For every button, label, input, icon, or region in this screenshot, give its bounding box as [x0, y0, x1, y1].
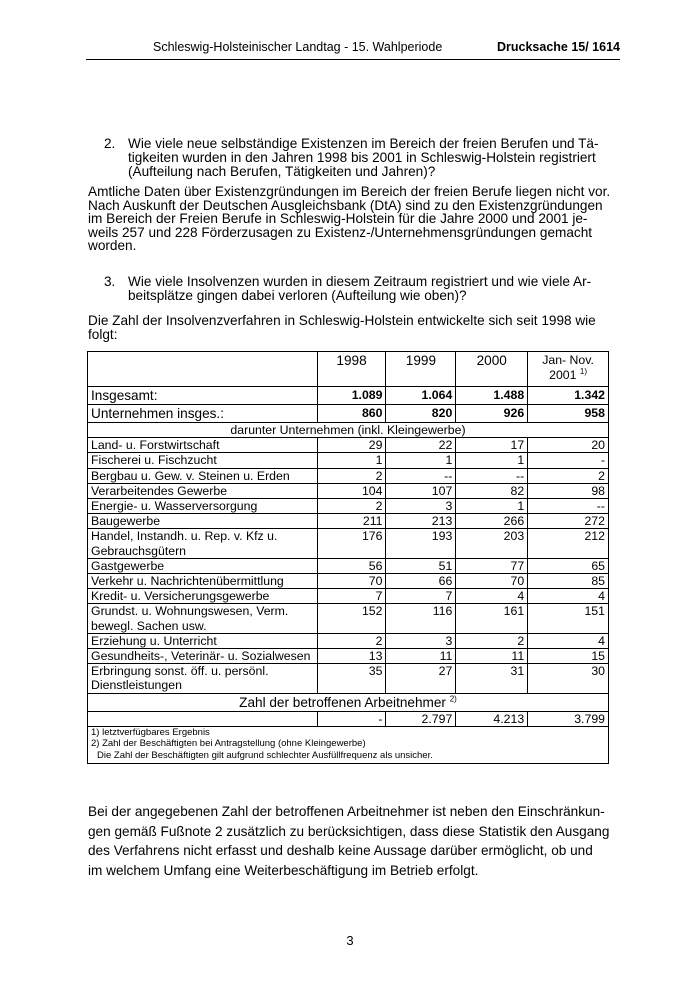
table-row — [88, 589, 609, 604]
row-label: Kredit- u. Versicherungsgewerbe — [88, 589, 318, 604]
cell-value: 70 — [456, 574, 528, 589]
footnote-2: 2) Zahl der Beschäftigten bei Antragstellung (ohne Kleingewerbe) — [91, 738, 366, 750]
row-label: Gastgewerbe — [88, 558, 318, 573]
table-row — [88, 664, 609, 693]
cell-value: 56 — [317, 558, 386, 573]
question-3-line: beitsplätze gingen dabei verloren (Aufteilung wie oben)? — [128, 288, 467, 303]
row-label — [88, 604, 318, 633]
cell-value: 116 — [386, 604, 456, 633]
table-row — [88, 453, 609, 468]
cell-value: 272 — [528, 514, 609, 529]
table-header-row — [88, 352, 609, 387]
cell-value: 104 — [317, 483, 386, 498]
header-title: Schleswig-Holsteinischer Landtag - 15. Wahlperiode — [153, 40, 443, 54]
table-corner-cell — [88, 352, 318, 387]
cell-value: 1.064 — [386, 387, 456, 405]
table-row — [88, 468, 609, 483]
cell-value: 152 — [317, 604, 386, 633]
cell-value: 3 — [386, 633, 456, 648]
footnote-ref-2: 2) — [449, 694, 457, 704]
answer-2-line: im Bereich der Freien Berufe in Schleswig-Holstein für die Jahre 2000 und 2001 je- — [88, 211, 588, 226]
cell-value: 77 — [456, 558, 528, 573]
table-row — [88, 558, 609, 573]
table-row-insgesamt — [88, 387, 609, 405]
cell-value: 1.089 — [317, 387, 386, 405]
cell-value: 3 — [386, 499, 456, 514]
col-header-2001 — [528, 352, 609, 387]
cell-value: 1 — [456, 453, 528, 468]
cell-value: - — [528, 453, 609, 468]
answer-2-line: worden. — [88, 238, 137, 253]
table-row-unternehmen — [88, 405, 609, 423]
cell-value: 266 — [456, 514, 528, 529]
cell-value: 820 — [386, 405, 456, 423]
cell-value: 2 — [317, 499, 386, 514]
col-header-2000: 2000 — [456, 352, 528, 387]
cell-value: 2 — [317, 633, 386, 648]
footnote-1: 1) letztverfügbares Ergebnis — [91, 726, 210, 738]
insolvency-table — [87, 351, 609, 764]
cell-value: 27 — [386, 664, 456, 693]
table-section-row — [88, 423, 609, 438]
cell-value: 1 — [317, 453, 386, 468]
cell-value: 926 — [456, 405, 528, 423]
cell-value: 212 — [528, 529, 609, 558]
row-label: Gesundheits-, Veterinär- u. Sozialwesen — [88, 649, 318, 664]
cell-value: 66 — [386, 574, 456, 589]
table-workers-header-row — [88, 693, 609, 711]
cell-value: -- — [528, 499, 609, 514]
cell-value: 211 — [317, 514, 386, 529]
row-label-line: bewegl. Sachen usw. — [91, 618, 207, 633]
row-label: Insgesamt: — [88, 387, 318, 405]
row-label-line: Gebrauchsgütern — [91, 543, 187, 558]
cell-value: 15 — [528, 649, 609, 664]
cell-value: 31 — [456, 664, 528, 693]
cell-value: 65 — [528, 558, 609, 573]
row-label — [88, 529, 318, 558]
cell-value: 29 — [317, 438, 386, 453]
table-row — [88, 633, 609, 648]
page-header — [0, 40, 700, 60]
final-paragraph-line: im welchem Umfang eine Weiterbeschäftigung im Betrieb erfolgt. — [88, 862, 479, 878]
row-label: Land- u. Forstwirtschaft — [88, 438, 318, 453]
final-paragraph — [88, 802, 618, 880]
cell-value: 82 — [456, 483, 528, 498]
footnote-ref-1: 1) — [579, 366, 588, 376]
table-row — [88, 499, 609, 514]
row-label-line: Erbringung sonst. öff. u. persönl. — [91, 664, 269, 679]
row-label — [88, 664, 318, 693]
answer-2-line: weils 257 und 228 Förderzusagen zu Existenz-/Unternehmensgründungen gemacht — [88, 224, 593, 240]
cell-value: 17 — [456, 438, 528, 453]
answer-2 — [88, 185, 618, 253]
col-header-2001-line2: 2001 $^{1)}$ — [549, 366, 588, 382]
answer-2-line: Nach Auskunft der Deutschen Ausgleichsbank (DtA) sind zu den Existenzgründungen — [88, 197, 603, 213]
cell-value: 11 — [386, 649, 456, 664]
footnote-2-remark: Die Zahl der Beschäftigten gilt aufgrund schlechter Ausfüllfrequenz als unsicher. — [97, 749, 433, 761]
table-row — [88, 438, 609, 453]
question-2-line: (Aufteilung nach Berufen, Tätigkeiten und Jahren)? — [128, 164, 436, 179]
cell-value: -- — [456, 468, 528, 483]
final-paragraph-line: gen gemäß Fußnote 2 zusätzlich zu berücksichtigen, dass diese Statistik den Ausgang — [88, 823, 610, 839]
cell-value: 4 — [528, 633, 609, 648]
header-rule — [86, 59, 620, 60]
cell-value: 51 — [386, 558, 456, 573]
cell-value: 20 — [528, 438, 609, 453]
cell-value: 860 — [317, 405, 386, 423]
col-header-2001-line1: Jan- Nov. — [542, 353, 594, 367]
cell-value: 4 — [528, 589, 609, 604]
cell-value: 13 — [317, 649, 386, 664]
question-2 — [88, 137, 618, 179]
row-label: Bergbau u. Gew. v. Steinen u. Erden — [88, 468, 318, 483]
table-row — [88, 649, 609, 664]
answer-2-line: Amtliche Daten über Existenzgründungen im Bereich der freien Berufe liegen nicht vor. — [88, 184, 611, 199]
cell-value: 2 — [528, 468, 609, 483]
row-label-line: Dienstleistungen — [91, 678, 182, 693]
page-number: 3 — [346, 933, 354, 948]
cell-value: 11 — [456, 649, 528, 664]
row-label: Verkehr u. Nachrichtenübermittlung — [88, 574, 318, 589]
cell-value: 4 — [456, 589, 528, 604]
table-row — [88, 574, 609, 589]
answer-3-intro — [88, 314, 618, 341]
question-3-line: Wie viele Insolvenzen wurden in diesem Zeitraum registriert und wie viele Ar- — [128, 274, 592, 289]
header-document-number: Drucksache 15/ 1614 — [496, 40, 620, 54]
cell-value: 85 — [528, 574, 609, 589]
row-label: Unternehmen insges.: — [88, 405, 318, 423]
final-paragraph-line: des Verfahrens nicht erfasst und deshalb keine Aussage darüber ermöglicht, ob und — [88, 843, 593, 858]
row-label: Verarbeitendes Gewerbe — [88, 483, 318, 498]
cell-value: 107 — [386, 483, 456, 498]
cell-value: 2 — [317, 468, 386, 483]
col-header-1999: 1999 — [386, 352, 456, 387]
table-row — [88, 483, 609, 498]
answer-3-intro-line: folgt: — [88, 326, 118, 342]
table-row — [88, 604, 609, 633]
section-label: darunter Unternehmen (inkl. Kleingewerbe) — [88, 423, 609, 438]
cell-value: 203 — [456, 529, 528, 558]
row-label-line: Grundst. u. Wohnungswesen, Verm. — [91, 604, 289, 619]
cell-value: 7 — [386, 589, 456, 604]
question-3 — [88, 275, 618, 303]
row-label: Erziehung u. Unterricht — [88, 633, 318, 648]
cell-value: 70 — [317, 574, 386, 589]
cell-value: 176 — [317, 529, 386, 558]
cell-value: 2.797 — [386, 711, 456, 726]
cell-value: 3.799 — [528, 711, 609, 726]
table-workers-row — [88, 711, 609, 726]
cell-value: 1.342 — [528, 387, 609, 405]
row-label: Baugewerbe — [88, 514, 318, 529]
question-2-number: 2. — [104, 136, 116, 151]
cell-value: 98 — [528, 483, 609, 498]
cell-value: 958 — [528, 405, 609, 423]
cell-value: 7 — [317, 589, 386, 604]
workers-empty-label — [88, 711, 318, 726]
cell-value: 2 — [456, 633, 528, 648]
table-row — [88, 514, 609, 529]
cell-value: 4.213 — [456, 711, 528, 726]
cell-value: 1 — [456, 499, 528, 514]
cell-value: -- — [386, 468, 456, 483]
row-label-line: Handel, Instandh. u. Rep. v. Kfz u. — [91, 529, 278, 544]
final-paragraph-line: Bei der angegebenen Zahl der betroffenen Arbeitnehmer ist neben den Einschränkun- — [88, 804, 605, 819]
cell-value: 1.488 — [456, 387, 528, 405]
cell-value: 213 — [386, 514, 456, 529]
question-2-line: Wie viele neue selbständige Existenzen im Bereich der freien Berufen und Tä- — [128, 136, 599, 151]
workers-label: Zahl der betroffenen Arbeitnehmer $^{2)}$ — [88, 693, 609, 711]
col-header-1998: 1998 — [317, 352, 386, 387]
table-notes-row — [88, 726, 609, 764]
cell-value: 22 — [386, 438, 456, 453]
answer-3-intro-line: Die Zahl der Insolvenzverfahren in Schleswig-Holstein entwickelte sich seit 1998 wie — [88, 313, 596, 328]
cell-value: 30 — [528, 664, 609, 693]
table-row — [88, 529, 609, 558]
row-label: Fischerei u. Fischzucht — [88, 453, 318, 468]
question-3-number: 3. — [104, 274, 116, 289]
cell-value: - — [317, 711, 386, 726]
row-label: Energie- u. Wasserversorgung — [88, 499, 318, 514]
cell-value: 193 — [386, 529, 456, 558]
cell-value: 35 — [317, 664, 386, 693]
table-footnotes — [88, 726, 609, 764]
cell-value: 151 — [528, 604, 609, 633]
cell-value: 161 — [456, 604, 528, 633]
question-2-line: tigkeiten wurden in den Jahren 1998 bis 2001 in Schleswig-Holstein registriert — [128, 150, 596, 165]
cell-value: 1 — [386, 453, 456, 468]
